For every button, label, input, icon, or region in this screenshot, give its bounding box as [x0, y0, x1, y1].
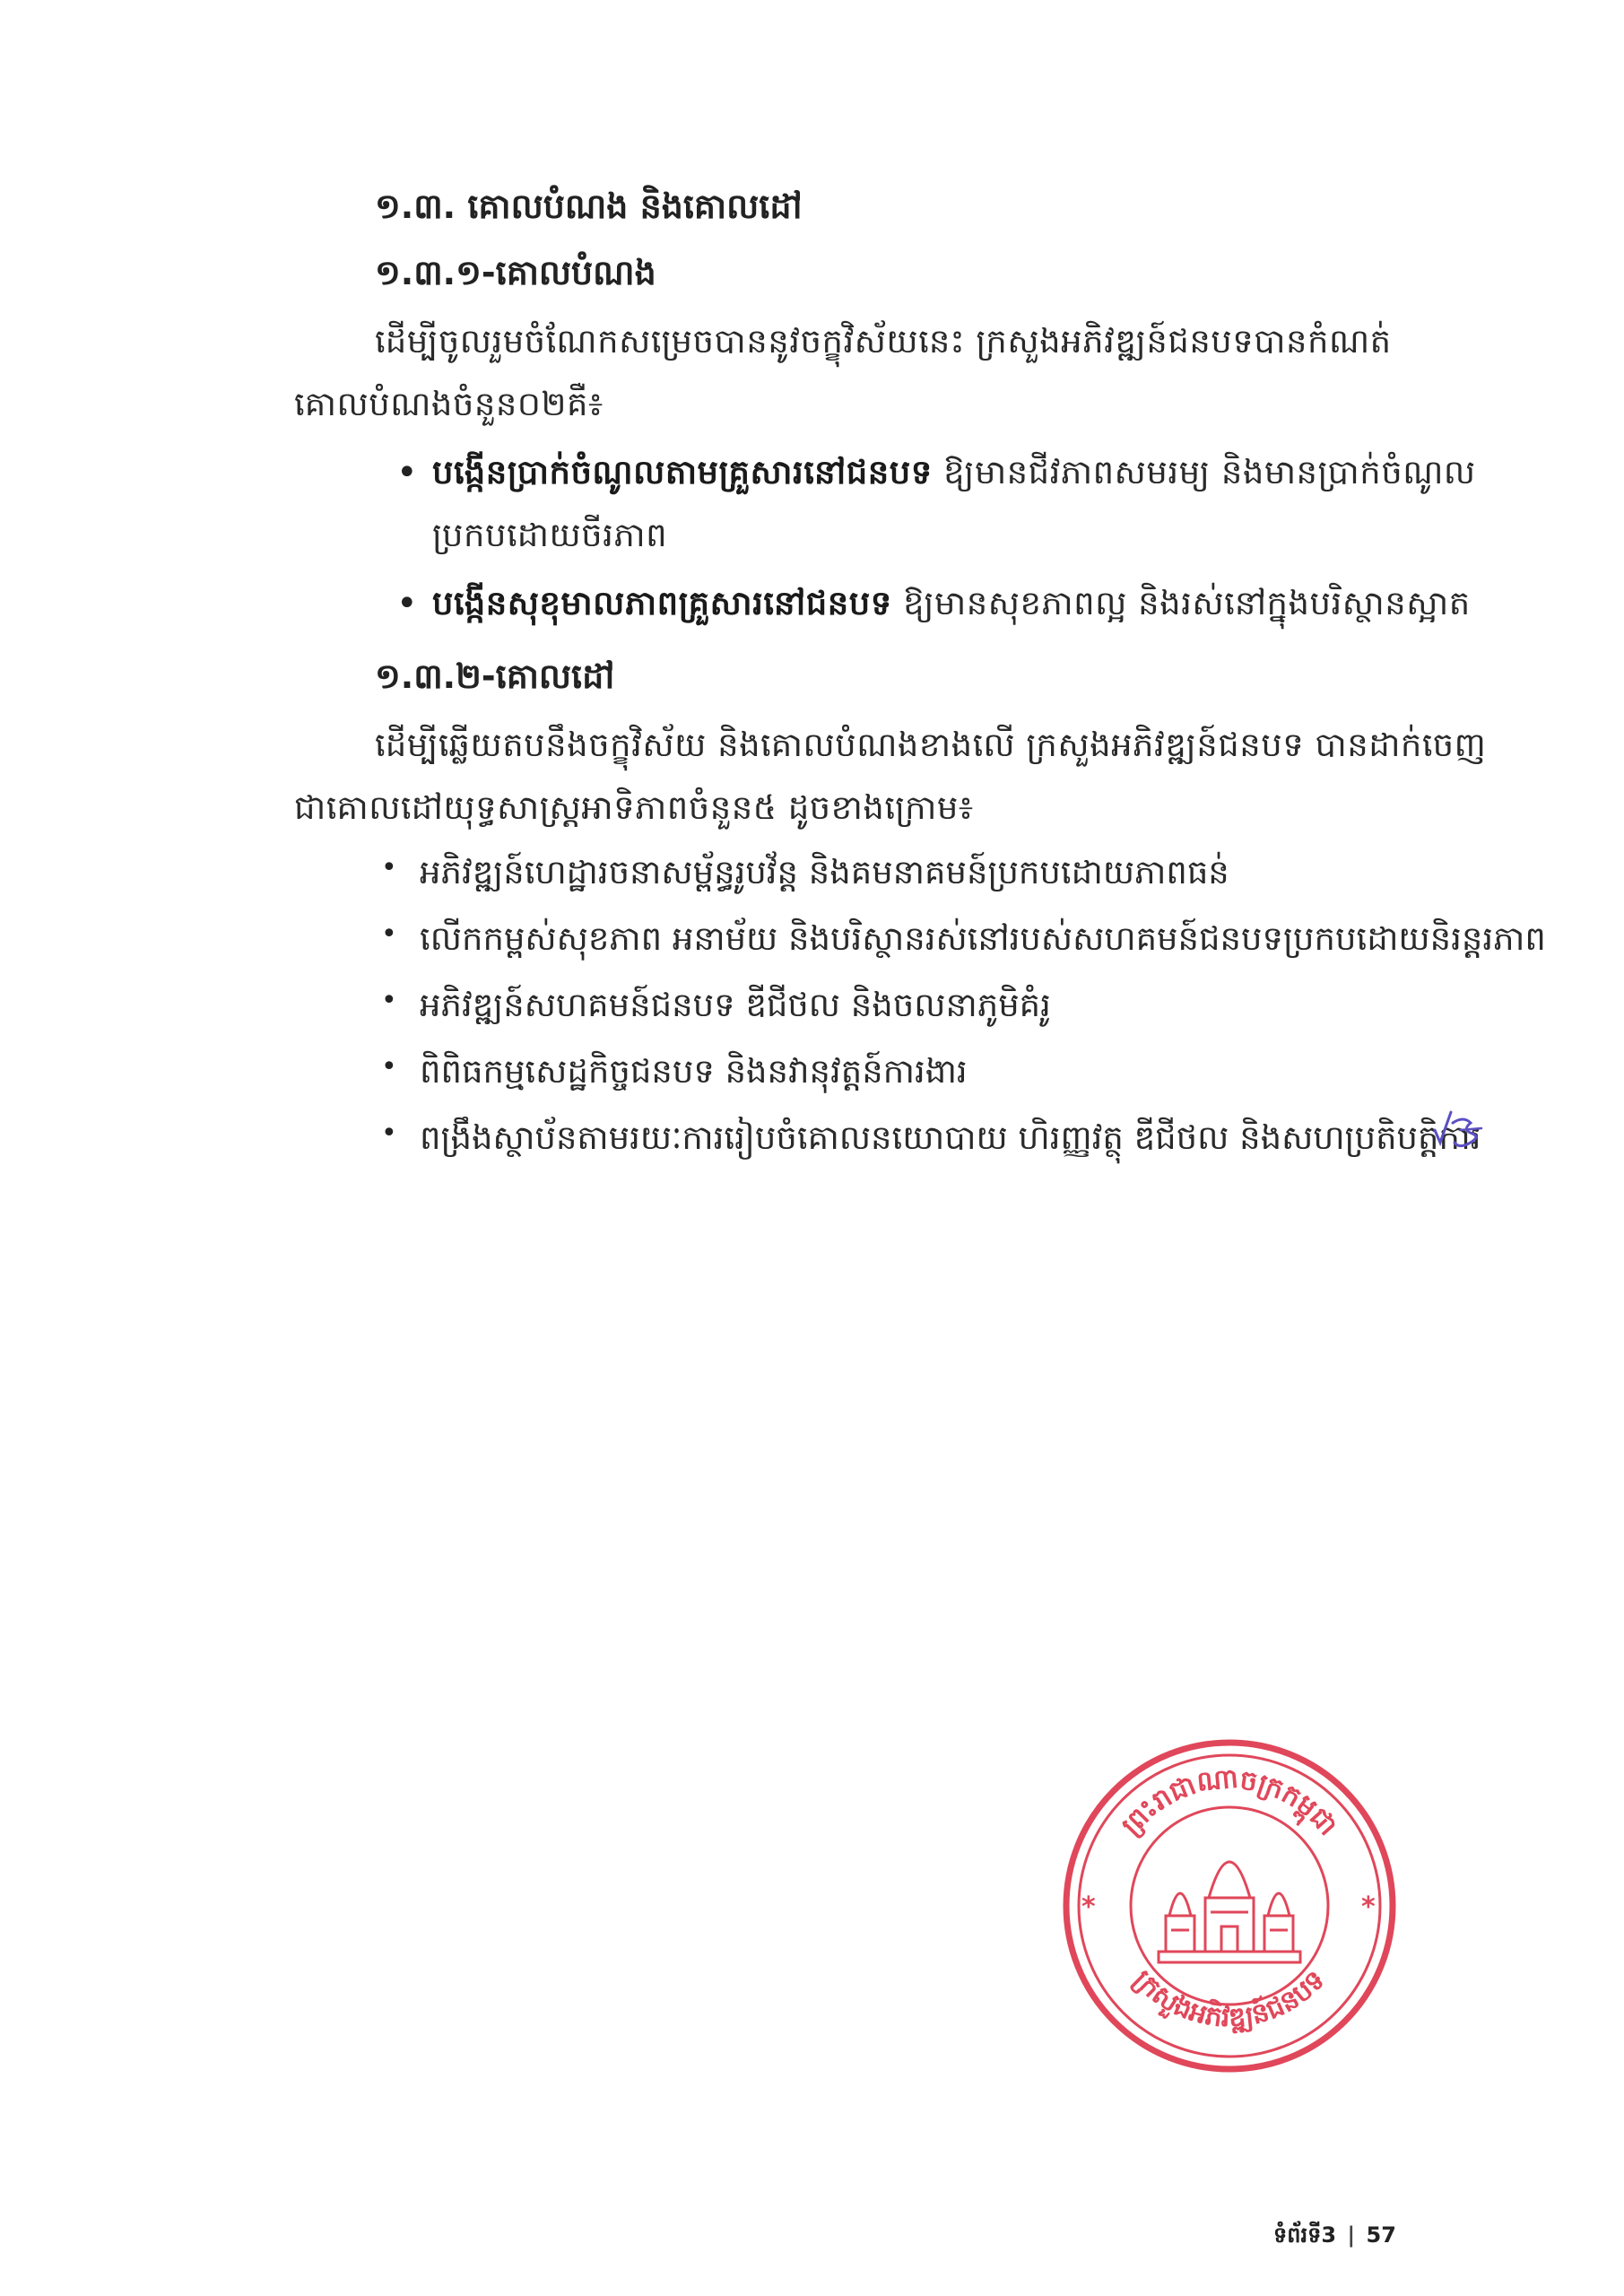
bullet-icon: • — [381, 1118, 397, 1149]
goals-intro-line-2: ជាគោលដៅយុទ្ធសាស្ត្រអាទិភាពចំនួន៥ ដូចខាងក្រោម៖ — [294, 788, 974, 827]
section-heading-1-3: ១.៣. គោលបំណង និងគោលដៅ — [375, 187, 803, 226]
svg-text:ក្រសួងអភិវឌ្ឍន៍ជនបទ: ក្រសួងអភិវឌ្ឍន៍ជនបទ — [1126, 1963, 1333, 2034]
objective-2-text: ឱ្យមានសុខភាពល្អ និងរស់នៅក្នុងបរិស្ថានស្អាត — [891, 584, 1471, 622]
subsection-heading-1-3-2: ១.៣.២-គោលដៅ — [375, 657, 615, 696]
bullet-icon: • — [381, 1051, 397, 1083]
goal-item-1: អភិវឌ្ឍន៍ហេដ្ឋារចនាសម្ព័ន្ធរូបវ័ន្ត និងគមនាគមន៍ប្រកបដោយភាពធន់ — [420, 853, 1229, 891]
bullet-icon: • — [381, 918, 397, 950]
objective-2-title: បង្កើនសុខុមាលភាពគ្រួសារនៅជនបទ — [432, 584, 892, 622]
subsection-heading-1-3-1: ១.៣.១-គោលបំណង — [375, 253, 656, 292]
official-seal — [1060, 1736, 1399, 2075]
page-label: ទំព័រទី3 — [1273, 2222, 1337, 2248]
goal-item-5: ពង្រឹងស្ថាប័នតាមរយៈការរៀបចំគោលនយោបាយ ហិរញ្ញវត្ថុ ឌីជីថល និងសហប្រតិបត្តិការ — [420, 1118, 1481, 1157]
signature-icon — [1428, 1103, 1490, 1157]
svg-text:*: * — [1081, 1892, 1096, 1923]
bullet-icon: • — [381, 985, 397, 1016]
goals-intro-line-1: ដើម្បីឆ្លើយតបនឹងចក្ខុវិស័យ និងគោលបំណងខាងលើ ក្រសួងអភិវឌ្ឍន៍ជនបទ បានដាក់ចេញ — [375, 726, 1487, 764]
svg-text:ព្រះរាជាណាចក្រកម្ពុជា: ព្រះរាជាណាចក្រកម្ពុជា — [1116, 1762, 1344, 1842]
objective-item-1 — [432, 452, 1476, 500]
page-number-footer — [1273, 2222, 1396, 2253]
objective-item-2 — [432, 583, 1471, 631]
bullet-icon: • — [381, 852, 397, 883]
objective-1-title: បង្កើនប្រាក់ចំណូលតាមគ្រួសារនៅជនបទ — [432, 453, 933, 491]
goal-item-2: លើកកម្ពស់សុខភាព អនាម័យ និងបរិស្ថានរស់នៅរបស់សហគមន៍ជនបទប្រកបដោយនិរន្តរភាព — [420, 919, 1546, 958]
goal-item-3: អភិវឌ្ឍន៍សហគមន៍ជនបទ ឌីជីថល និងចលនាភូមិគំរូ — [420, 986, 1051, 1024]
bullet-icon: • — [396, 452, 418, 493]
objectives-intro-line-2: គោលបំណងចំនួន០២គឺ៖ — [294, 385, 604, 423]
page-total: 57 — [1366, 2222, 1396, 2248]
objectives-intro-line-1: ដើម្បីចូលរួមចំណែកសម្រេចបាននូវចក្ខុវិស័យនេះ ក្រសួងអភិវឌ្ឍន៍ជនបទបានកំណត់ — [375, 322, 1392, 361]
goal-item-4: ពិពិធកម្មសេដ្ឋកិច្ចជនបទ និងនវានុវត្តន៍ការងារ — [420, 1052, 968, 1091]
objective-1-text-continued: ប្រកបដោយចីរភាព — [432, 516, 668, 554]
page-separator: | — [1347, 2222, 1356, 2248]
objective-1-text: ឱ្យមានជីវភាពសមរម្យ និងមានប្រាក់ចំណូល — [932, 453, 1476, 491]
svg-text:*: * — [1361, 1892, 1376, 1923]
bullet-icon: • — [396, 583, 418, 624]
